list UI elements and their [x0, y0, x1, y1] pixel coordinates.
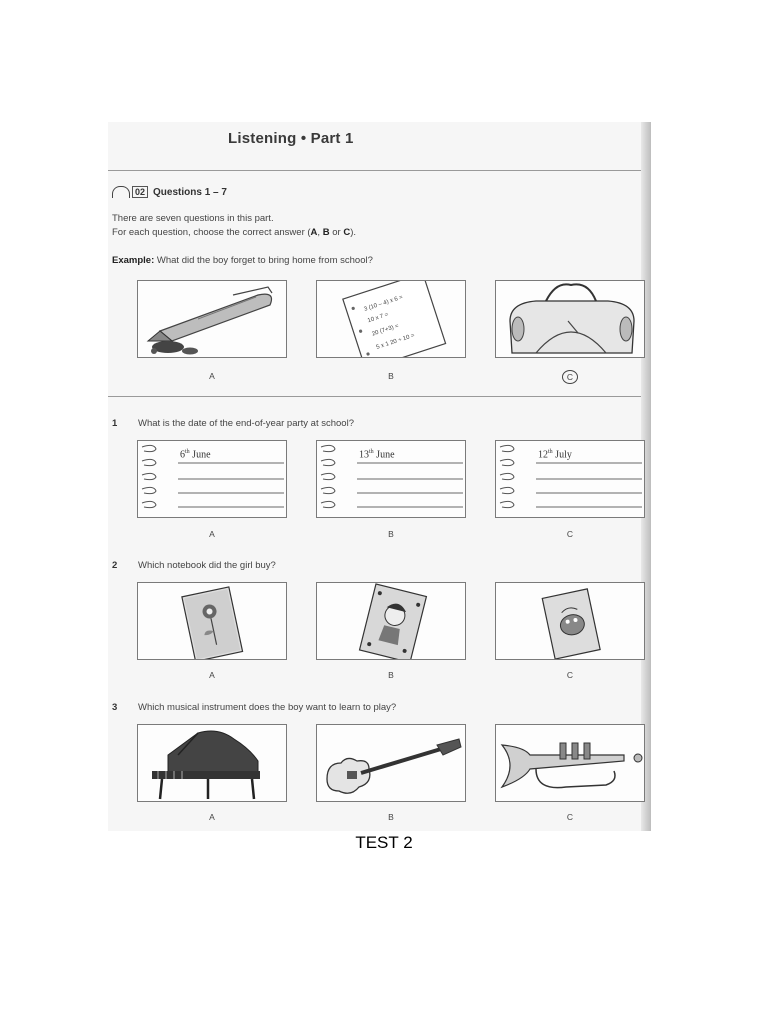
q2-option-b-picture[interactable] — [316, 582, 466, 660]
example-label: Example: — [112, 255, 155, 266]
note-date-b: 13th June — [359, 449, 395, 461]
worksheet-line-4: 5 x 1 20 ÷ 10 = — [375, 332, 416, 351]
q3-option-a-label: A — [209, 812, 215, 822]
scanned-exam-page — [108, 122, 651, 831]
q3-option-a-picture[interactable] — [137, 724, 287, 802]
instructions — [112, 212, 356, 240]
q3-option-c-label: C — [566, 812, 574, 822]
question-1-number: 1 — [112, 418, 118, 429]
note-date-c: 12th July — [538, 449, 572, 461]
example-divider — [108, 396, 641, 397]
question-1-text: What is the date of the end-of-year party at school? — [138, 418, 354, 429]
sports-bag-icon — [496, 281, 645, 358]
instruction-line-2: For each question, choose the correct answer (A, B or C). — [112, 227, 356, 238]
q2-option-c-label: C — [566, 670, 574, 680]
example-option-c-label — [495, 370, 645, 384]
example-text: What did the boy forget to bring home from school? — [154, 255, 373, 266]
q1-option-a-label: A — [209, 529, 215, 539]
question-3-text: Which musical instrument does the boy want to learn to play? — [138, 702, 397, 713]
q2-option-a-picture[interactable] — [137, 582, 287, 660]
question-2 — [112, 560, 276, 571]
q3-option-c-picture[interactable] — [495, 724, 645, 802]
q3-option-b-picture[interactable] — [316, 724, 466, 802]
questions-range: Questions 1 – 7 — [153, 186, 227, 198]
track-badge — [112, 186, 227, 198]
homework-sheet-icon — [317, 281, 466, 358]
page-title: Listening • Part 1 — [228, 130, 354, 147]
example-option-a-label: A — [209, 371, 215, 381]
q2-option-a-label: A — [209, 670, 215, 680]
electric-guitar-icon — [317, 725, 466, 802]
title-divider — [108, 170, 641, 171]
track-number: 02 — [132, 186, 148, 198]
worksheet-line-2: 10 x 7 = — [367, 311, 390, 325]
question-2-number: 2 — [112, 560, 118, 571]
question-3 — [112, 702, 396, 713]
question-2-text: Which notebook did the girl buy? — [138, 560, 276, 571]
worksheet-line-3: 20 (7+3) = — [371, 323, 400, 338]
q1-option-b-picture[interactable] — [316, 440, 466, 518]
test-label: TEST 2 — [355, 833, 413, 852]
question-1 — [112, 418, 354, 429]
instruction-line-1: There are seven questions in this part. — [112, 213, 274, 224]
trumpet-icon — [496, 725, 645, 802]
question-3-number: 3 — [112, 702, 118, 713]
note-date-a: 6th June — [180, 449, 211, 461]
grand-piano-icon — [138, 725, 287, 802]
answer-circle: C — [562, 370, 578, 384]
spiral-notepad-icon — [138, 441, 287, 518]
flower-notebook-icon — [138, 583, 287, 660]
example-question — [112, 255, 373, 266]
pen-icon — [138, 281, 287, 358]
example-option-a-picture[interactable] — [137, 280, 287, 358]
q2-option-c-picture[interactable] — [495, 582, 645, 660]
worksheet-line-1: 3 (10 – 4) x 6 = — [363, 294, 404, 313]
q1-option-c-label: C — [566, 529, 574, 539]
example-option-b-picture[interactable] — [316, 280, 466, 358]
stars-boy-notebook-icon — [317, 583, 466, 660]
q2-option-b-label: B — [388, 670, 394, 680]
animal-notebook-icon — [496, 583, 645, 660]
q1-option-c-picture[interactable] — [495, 440, 645, 518]
headphones-icon — [112, 186, 130, 198]
q3-option-b-label: B — [388, 812, 394, 822]
example-option-b-label: B — [388, 371, 394, 381]
q1-option-b-label: B — [388, 529, 394, 539]
q1-option-a-picture[interactable] — [137, 440, 287, 518]
example-option-c-picture[interactable] — [495, 280, 645, 358]
